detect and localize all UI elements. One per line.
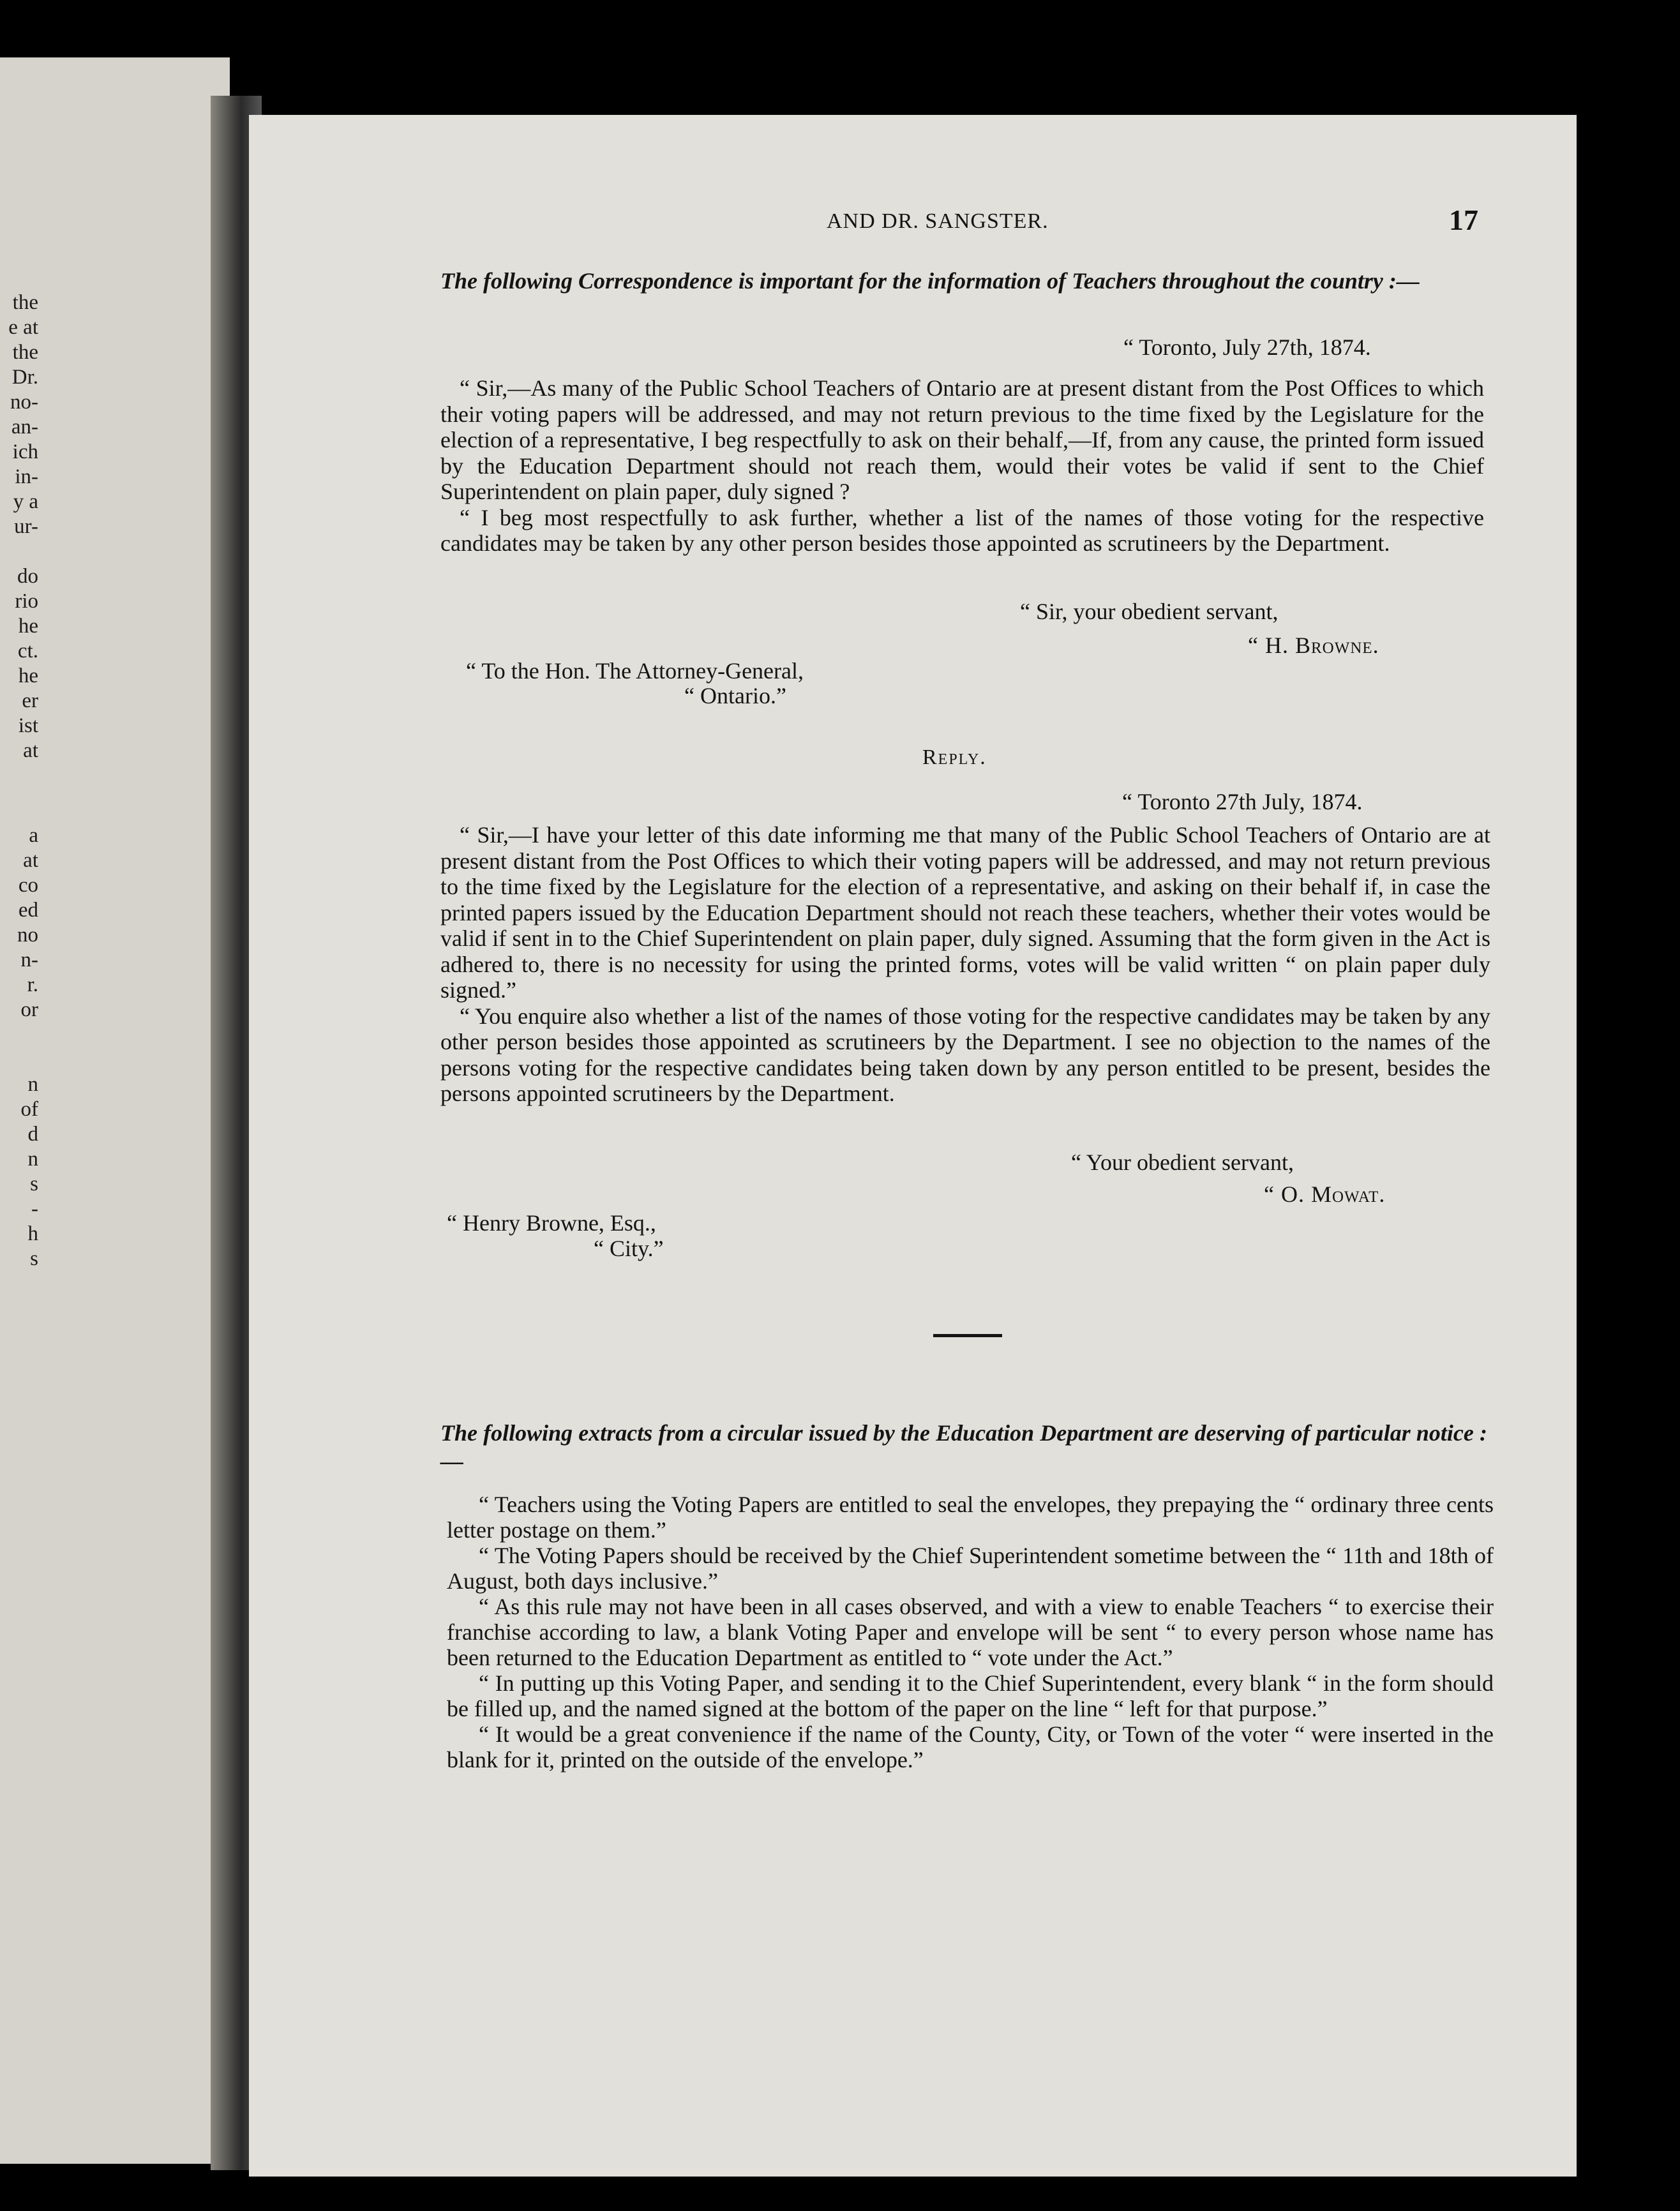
facing-page-fragment: ur- [14,515,38,538]
facing-page-fragment: Dr. [11,366,38,389]
facing-page-fragment: the [12,341,38,364]
facing-page-fragment: - [31,1197,38,1220]
letter-paragraph: “ I beg most respectfully to ask further, whether a list of the names of those voting for the respective candidates may be taken by any other person besides those appointed as scrutineers by the Department. [440,504,1484,556]
letter-paragraph: “ Sir,—As many of the Public School Teachers of Ontario are at present distant from the Post Offices to which their voting papers will be addressed, and may not return previous to the time fixed by the Legislature for the election of a representative, I beg respectfully to ask on their behalf,—If, from any cause, the printed form issued by the Education Department should not reach them, would their votes be valid if sent to the Chief Superintendent on plain paper, duly signed ? [440,375,1484,504]
facing-page-fragment: in- [15,465,38,488]
circular-extract: “ In putting up this Voting Paper, and sending it to the Chief Superintendent, every blank “ in the form should be filled up, and the named signed at the bottom of the paper on the line “ left for that purpose.” [447,1670,1494,1721]
reply-body [440,822,1490,1107]
letter-addressee-city: “ Ontario.” [684,683,786,708]
facing-page-fragment: y a [13,490,38,513]
reply-paragraph: “ You enquire also whether a list of the names of those voting for the respective candidates may be taken by any other person besides those appointed as scrutineers by the Department. I see no objection to the names of the persons voting for the respective candidates being taken down by any person entitled to be present, besides the persons appointed scrutineers by the Department. [440,1003,1490,1106]
reply-dateline: “ Toronto 27th July, 1874. [1122,789,1363,814]
facing-page-edge [0,57,230,2164]
correspondence-intro: The following Correspondence is important for the information of Teachers throughout the country :— [440,268,1420,294]
page-number: 17 [1449,204,1478,236]
facing-page-fragment: or [20,998,38,1021]
facing-page-fragment: n- [20,948,38,971]
facing-page-fragment: an- [11,416,38,438]
facing-page-fragment: of [20,1098,38,1121]
facing-page-fragment: n [27,1073,38,1096]
facing-page-fragment: ct. [17,640,38,663]
section-divider [933,1334,1002,1337]
facing-page-fragment: s [30,1173,38,1195]
facing-page-fragment [0,539,38,564]
facing-page-fragment [0,1023,38,1047]
circular-intro: The following extracts from a circular issued by the Education Department are deserving of particular notice :— [440,1420,1487,1474]
reply-addressee: “ Henry Browne, Esq., [447,1210,656,1236]
reply-addressee-city: “ City.” [594,1236,664,1261]
facing-page-fragment [0,1047,38,1072]
facing-page-fragment: at [23,739,38,762]
facing-page-fragment: r. [27,973,38,996]
reply-signature: “ O. Mowat. [1264,1181,1386,1207]
running-title: AND DR. SANGSTER. [827,209,1049,233]
facing-page-fragment: the [12,291,38,314]
reply-heading: Reply. [922,746,987,769]
facing-page-fragment: a [29,824,38,847]
letter-dateline: “ Toronto, July 27th, 1874. [1123,334,1371,360]
reply-paragraph: “ Sir,—I have your letter of this date informing me that many of the Public School Teachers of Ontario are at present distant from the Post Offices to which their voting papers will be addressed, and may not return previous to the time fixed by the Legislature for the election of a representative, and asking on their behalf if, in case the printed papers issued by the Education Department should not reach these teachers, whether their votes would be valid if sent in to the Chief Superintendent on plain paper, duly signed. Assuming that the form given in the Act is adhered to, there is no necessity for using the printed forms, votes will be valid written “ on plain paper duly signed.” [440,822,1490,1003]
facing-page-fragment: e at [8,316,38,339]
circular-extract: “ Teachers using the Voting Papers are entitled to seal the envelopes, they prepaying the “ ordinary three cents letter postage on them.” [447,1492,1494,1543]
facing-page-fragment: co [18,874,38,897]
facing-page-fragment: ed [18,899,38,922]
letter-body [440,375,1484,557]
facing-page-fragment: no [17,924,38,947]
letter-addressee: “ To the Hon. The Attorney-General, [466,658,804,684]
circular-extract: “ As this rule may not have been in all cases observed, and with a view to enable Teachers “ to exercise their franchise according to law, a blank Voting Paper and envelope will be sent “ to every person whose name has been returned to the Education Department as entitled to “ vote under the Act.” [447,1594,1494,1670]
facing-page-fragment: rio [15,590,38,613]
facing-page-fragment: s [30,1247,38,1270]
facing-page-fragment: ich [12,440,38,463]
facing-page-fragment: do [17,565,38,588]
circular-extracts [447,1492,1494,1773]
reply-closing: “ Your obedient servant, [1071,1150,1294,1175]
facing-page-fragment: h [27,1222,38,1245]
facing-page-fragment: no- [10,391,38,414]
facing-page-fragment: he [18,615,38,638]
facing-page-fragment: er [22,689,38,712]
facing-page-fragment: at [23,849,38,872]
circular-extract: “ It would be a great convenience if the name of the County, City, or Town of the voter “ were inserted in the blank for it, printed on the outside of the envelope.” [447,1721,1494,1773]
letter-closing: “ Sir, your obedient servant, [1020,599,1279,624]
facing-page-fragment: d [27,1123,38,1146]
facing-page-fragment: he [18,664,38,687]
facing-page-fragment: n [27,1148,38,1171]
letter-signature: “ H. Browne. [1248,633,1379,658]
facing-page-fragment: ist [18,714,38,737]
facing-page-text-fragments-bottom [0,823,38,1271]
circular-extract: “ The Voting Papers should be received by the Chief Superintendent sometime between the “ 11th and 18th of August, both days inclusive.” [447,1543,1494,1594]
facing-page-text-fragments-top [0,290,38,763]
